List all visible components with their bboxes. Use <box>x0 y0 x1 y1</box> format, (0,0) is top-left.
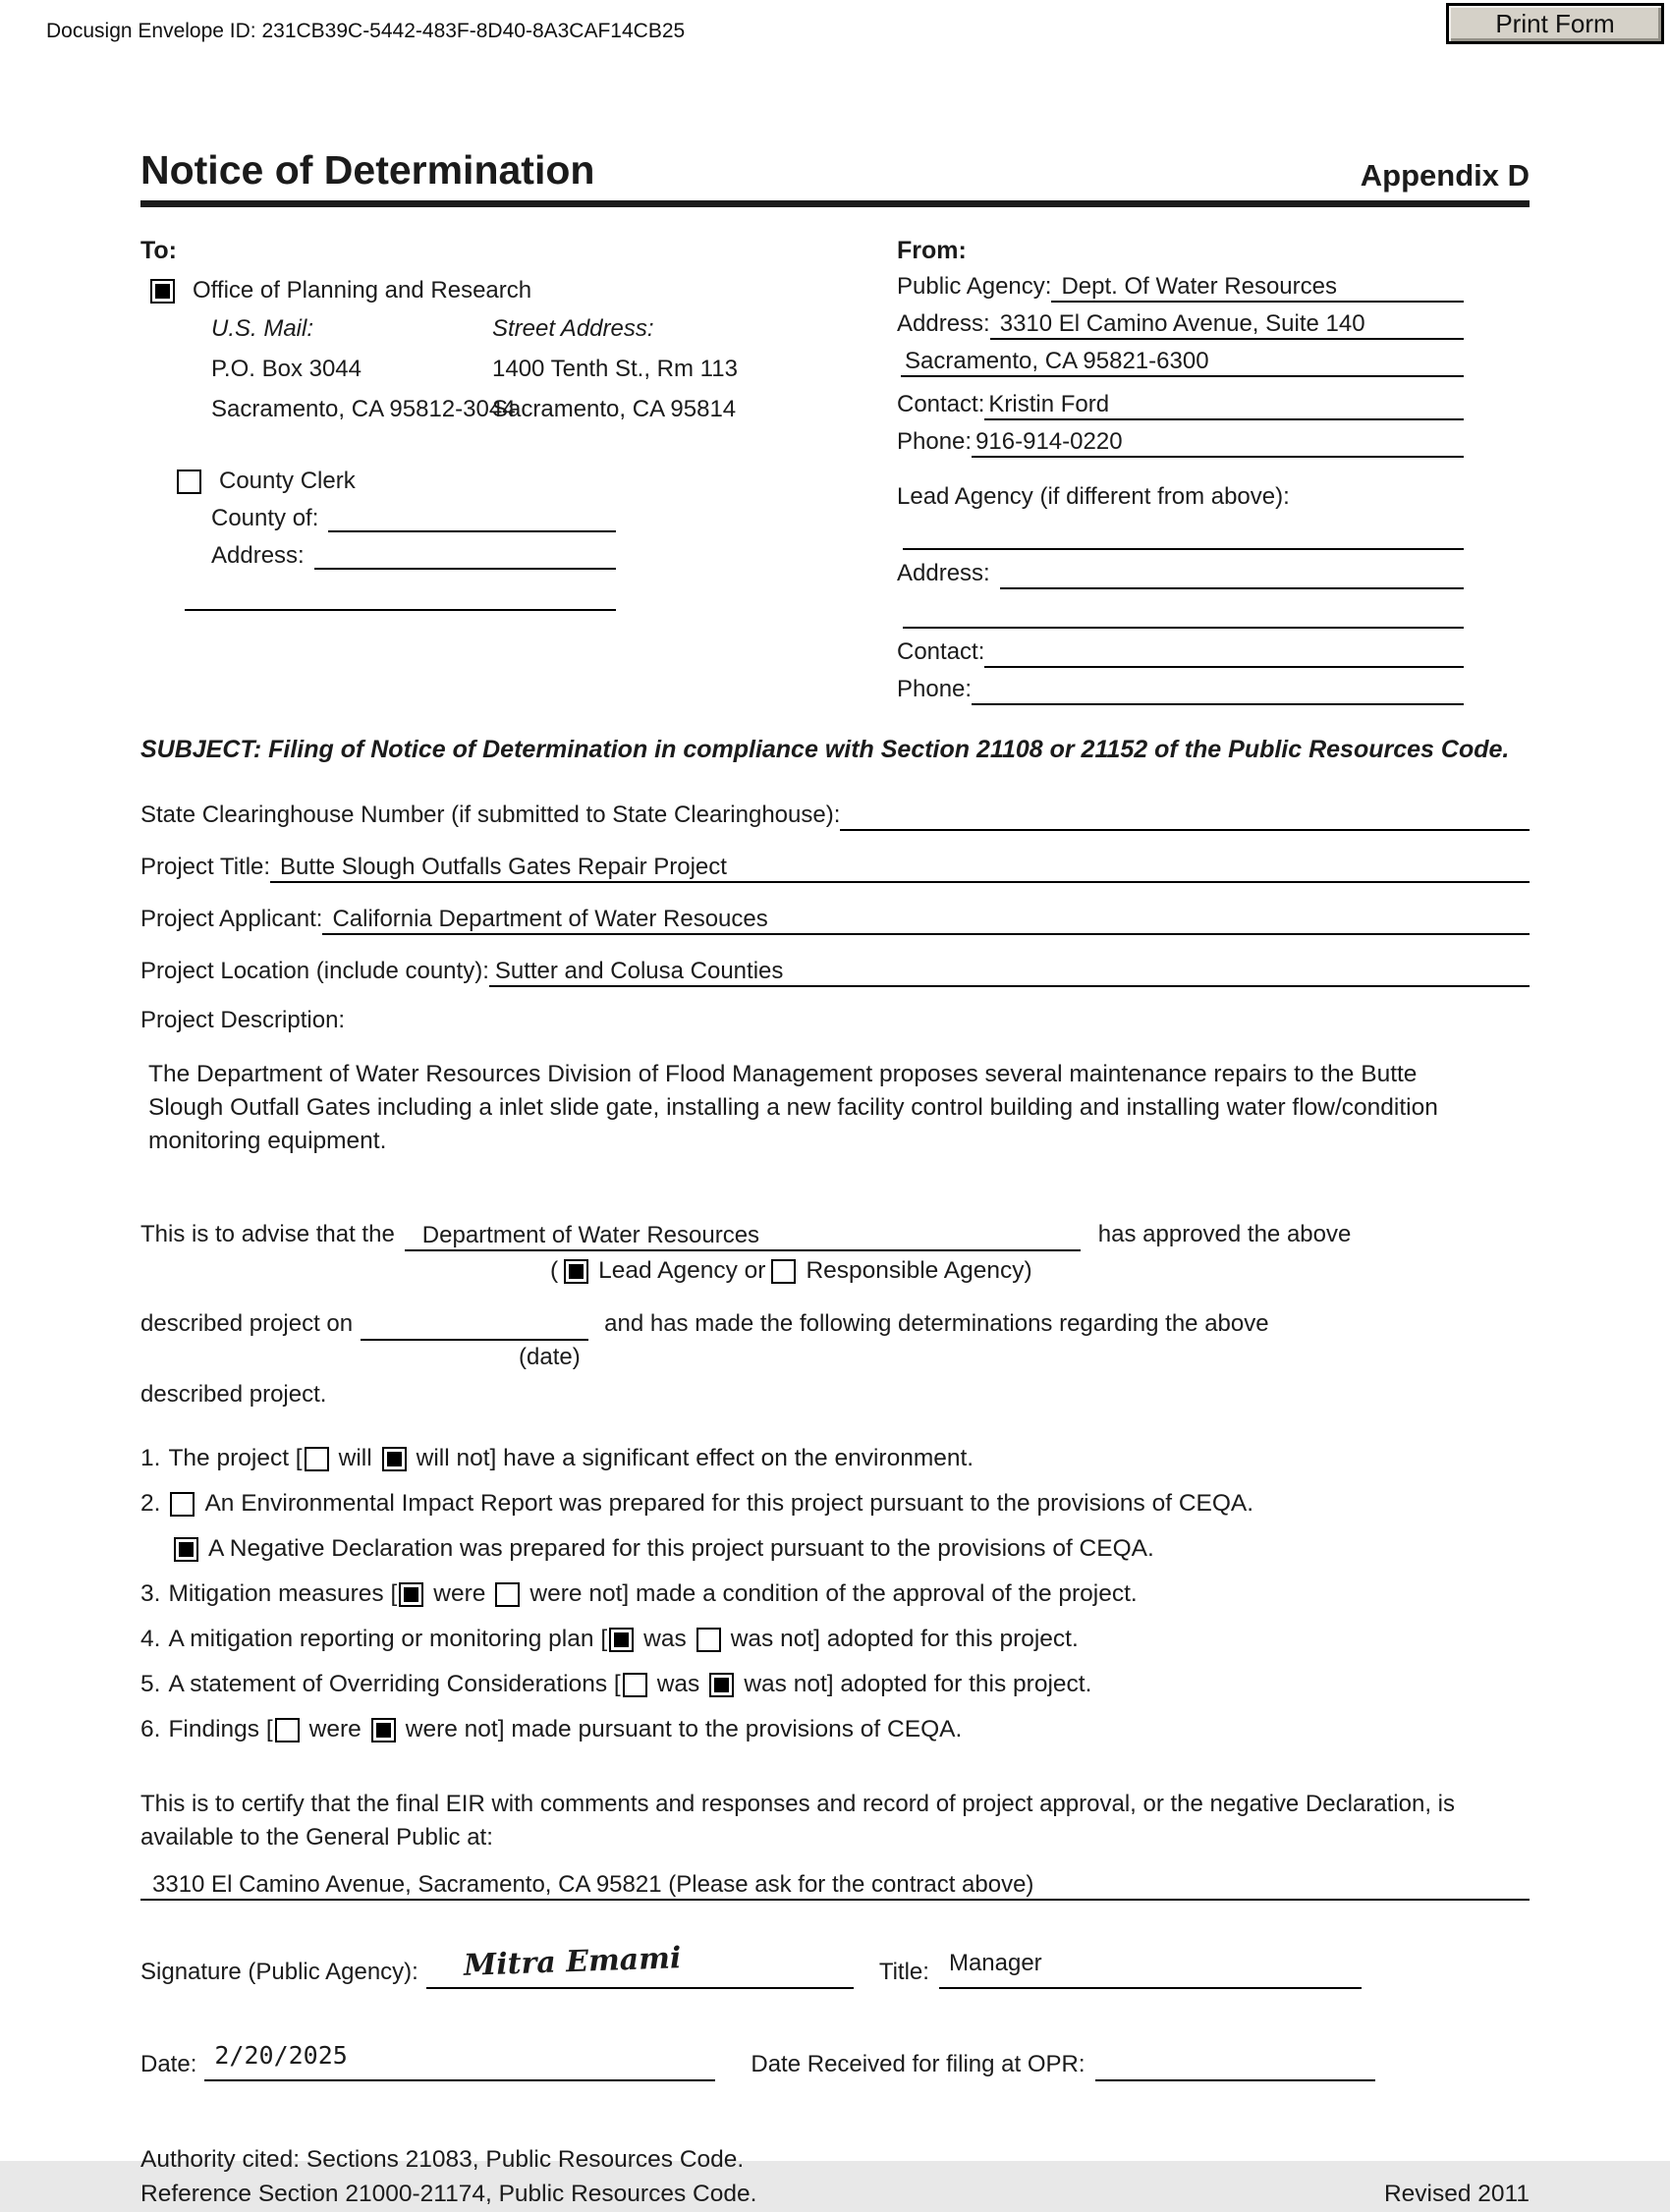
subject-text: SUBJECT: Filing of Notice of Determination in compliance with Section 21108 or 21152 of the Public Resources Code. <box>140 736 1510 763</box>
determination-item-1 <box>140 1440 1530 1477</box>
lead-phone-field[interactable] <box>972 703 1464 705</box>
footer <box>140 2142 1530 2212</box>
agency-type-row <box>550 1257 1530 1285</box>
authority-text: Authority cited: Sections 21083, Public Resources Code. <box>140 2145 745 2173</box>
street-address-header: Street Address: <box>492 315 654 342</box>
determination-item-2a <box>140 1485 1530 1522</box>
item3-pre: Mitigation measures [ <box>168 1580 398 1608</box>
item6-number: 6. <box>140 1716 161 1743</box>
item5-number: 5. <box>140 1671 161 1698</box>
item3-number: 3. <box>140 1580 161 1608</box>
from-phone-field[interactable] <box>972 428 1464 458</box>
title-field[interactable] <box>939 1950 1362 1989</box>
date-value[interactable]: 2/20/2025 <box>214 2040 348 2070</box>
us-mail-line2: Sacramento, CA 95812-3044 <box>211 396 516 422</box>
county-clerk-label: County Clerk <box>219 468 356 494</box>
item1-number: 1. <box>140 1445 161 1472</box>
item6-were-checkbox[interactable] <box>275 1718 300 1742</box>
opr-date-label: Date Received for filing at OPR: <box>751 2050 1086 2077</box>
item4-was-not-checkbox[interactable] <box>696 1628 721 1652</box>
determination-item-4 <box>140 1621 1530 1658</box>
described-project-text: described project. <box>140 1381 327 1409</box>
date-label: Date: <box>140 2050 197 2077</box>
from-phone-label: Phone: <box>897 428 973 455</box>
county-address-field-2[interactable] <box>185 603 616 611</box>
lead-contact-label: Contact: <box>897 638 985 665</box>
item2-negative-declaration-checkbox[interactable] <box>174 1537 198 1562</box>
public-agency-value[interactable]: Dept. Of Water Resources <box>1061 273 1337 300</box>
county-address-label: Address: <box>211 542 305 569</box>
from-address-label: Address: <box>897 310 990 337</box>
item3-were-checkbox[interactable] <box>399 1582 423 1607</box>
lead-agency-option-label: Lead Agency or <box>598 1257 766 1285</box>
item3-rest: were not] made a condition of the approval of the project. <box>529 1580 1138 1608</box>
lead-contact-field[interactable] <box>984 666 1464 668</box>
street-line2: Sacramento, CA 95814 <box>492 396 737 422</box>
lead-agency-label: Lead Agency (if different from above): <box>897 483 1290 510</box>
advise-suffix: has approved the above <box>1097 1221 1352 1248</box>
street-line1: 1400 Tenth St., Rm 113 <box>492 356 738 382</box>
approving-agency-field[interactable] <box>405 1222 1081 1251</box>
item6-opt1: were <box>308 1716 362 1743</box>
item5-pre: A statement of Overriding Considerations [ <box>168 1671 621 1698</box>
title-value[interactable]: Manager <box>948 1949 1042 1976</box>
item2a-text: An Environmental Impact Report was prepared for this project pursuant to the provisions of CEQA. <box>204 1490 1254 1518</box>
title-row <box>140 147 1530 207</box>
print-form-button[interactable]: Print Form <box>1446 3 1664 44</box>
from-phone-value[interactable]: 916-914-0220 <box>975 428 1123 455</box>
item5-was-not-checkbox[interactable] <box>709 1673 734 1697</box>
project-location-value[interactable]: Sutter and Colusa Counties <box>494 957 784 984</box>
page-title: Notice of Determination <box>140 147 595 193</box>
item5-was-checkbox[interactable] <box>623 1673 647 1697</box>
item5-rest: was not] adopted for this project. <box>744 1671 1092 1698</box>
item1-pre: The project [ <box>168 1445 303 1472</box>
item1-will-checkbox[interactable] <box>305 1447 329 1471</box>
lead-address-field[interactable] <box>1000 587 1464 589</box>
lead-address-field-2[interactable] <box>903 619 1464 629</box>
from-contact-value[interactable]: Kristin Ford <box>988 391 1110 417</box>
item2-number: 2. <box>140 1490 161 1518</box>
determination-item-2b <box>174 1530 1530 1568</box>
project-applicant-label: Project Applicant: <box>140 905 323 932</box>
form-content <box>140 147 1530 2212</box>
title-label: Title: <box>878 1958 929 1985</box>
from-address-value-2[interactable]: Sacramento, CA 95821-6300 <box>905 348 1209 374</box>
public-availability-value[interactable]: 3310 El Camino Avenue, Sacramento, CA 95821 (Please ask for the contract above) <box>152 1870 1034 1898</box>
public-agency-label: Public Agency: <box>897 273 1052 300</box>
project-applicant-field[interactable] <box>322 906 1530 935</box>
item4-opt1: was <box>643 1626 687 1653</box>
item6-were-not-checkbox[interactable] <box>371 1718 396 1742</box>
item1-opt1: will <box>338 1445 372 1472</box>
item5-opt1: was <box>656 1671 700 1698</box>
item4-number: 4. <box>140 1626 161 1653</box>
signature-field[interactable] <box>426 1942 854 1989</box>
county-clerk-block <box>177 468 616 611</box>
lead-agency-checkbox[interactable] <box>564 1259 588 1284</box>
project-applicant-value[interactable]: California Department of Water Resouces <box>332 905 768 932</box>
to-section <box>140 237 897 705</box>
from-section <box>897 237 1464 705</box>
revised-label: Revised 2011 <box>1383 2181 1530 2208</box>
item1-will-not-checkbox[interactable] <box>382 1447 407 1471</box>
public-availability-field[interactable] <box>140 1871 1530 1901</box>
item6-rest: were not] made pursuant to the provisions of CEQA. <box>405 1716 963 1743</box>
determination-item-5 <box>140 1666 1530 1703</box>
us-mail-header: U.S. Mail: <box>211 315 314 342</box>
project-location-field[interactable] <box>489 958 1530 987</box>
project-description-text[interactable]: The Department of Water Resources Division of Flood Management proposes several maintenance repairs to the Butte Slough Outfall Gates including a inlet slide gate, installing a new facility control building and installing water flow/condition monitoring equipment. <box>148 1060 1438 1155</box>
from-contact-field[interactable] <box>984 391 1464 420</box>
clearinghouse-label: State Clearinghouse Number (if submitted to State Clearinghouse): <box>140 801 841 828</box>
approving-agency-value[interactable]: Department of Water Resources <box>421 1222 760 1249</box>
determinations-list <box>140 1440 1530 1748</box>
public-agency-field[interactable] <box>1051 273 1464 303</box>
lead-agency-field[interactable] <box>903 540 1464 550</box>
from-address-field-2[interactable] <box>901 348 1464 377</box>
opr-checkbox[interactable] <box>150 279 175 304</box>
lead-phone-label: Phone: <box>897 676 973 702</box>
from-address-field[interactable] <box>990 310 1464 340</box>
lead-address-label: Address: <box>897 560 990 586</box>
item6-pre: Findings [ <box>168 1716 273 1743</box>
opr-label: Office of Planning and Research <box>193 277 532 304</box>
date-hint: (date) <box>519 1344 581 1371</box>
project-title-label: Project Title: <box>140 853 271 880</box>
item4-was-checkbox[interactable] <box>609 1628 634 1652</box>
project-description-label: Project Description: <box>140 1006 346 1033</box>
determination-item-3 <box>140 1576 1530 1613</box>
item3-were-not-checkbox[interactable] <box>495 1582 520 1607</box>
described-on-prefix: described project on <box>140 1310 354 1338</box>
approval-date-field[interactable] <box>361 1339 588 1341</box>
opr-address-grid <box>211 314 897 424</box>
responsible-agency-option-label: Responsible Agency) <box>806 1257 1032 1285</box>
determination-item-6 <box>140 1711 1530 1748</box>
agency-type-open-paren: ( <box>550 1257 559 1285</box>
item3-opt1: were <box>433 1580 486 1608</box>
county-clerk-checkbox[interactable] <box>177 470 201 494</box>
opr-date-field[interactable] <box>1095 2079 1375 2081</box>
item2-eir-checkbox[interactable] <box>170 1492 195 1517</box>
advise-prefix: This is to advise that the <box>140 1221 395 1248</box>
item4-pre: A mitigation reporting or monitoring plan [ <box>168 1626 608 1653</box>
us-mail-line1: P.O. Box 3044 <box>211 356 362 382</box>
item4-rest: was not] adopted for this project. <box>730 1626 1079 1653</box>
county-address-field[interactable] <box>314 568 616 570</box>
item1-rest: will not] have a significant effect on the environment. <box>416 1445 974 1472</box>
from-heading: From: <box>897 237 967 264</box>
county-of-label: County of: <box>211 505 319 531</box>
from-address-value-1[interactable]: 3310 El Camino Avenue, Suite 140 <box>999 310 1365 337</box>
signature-value[interactable]: Mitra Emami <box>463 1940 682 1983</box>
item2b-text: A Negative Declaration was prepared for this project pursuant to the provisions of CEQA. <box>208 1535 1154 1563</box>
from-contact-label: Contact: <box>897 391 985 417</box>
clearinghouse-field[interactable] <box>840 829 1530 831</box>
signature-label: Signature (Public Agency): <box>140 1958 418 1985</box>
to-heading: To: <box>140 237 178 264</box>
project-title-value[interactable]: Butte Slough Outfalls Gates Repair Project <box>280 853 727 880</box>
responsible-agency-checkbox[interactable] <box>771 1259 796 1284</box>
docusign-envelope-id: Docusign Envelope ID: 231CB39C-5442-483F-8D40-8A3CAF14CB25 <box>46 20 686 42</box>
described-on-suffix: and has made the following determinations regarding the above <box>604 1310 1269 1338</box>
reference-text: Reference Section 21000-21174, Public Resources Code. <box>140 2181 757 2208</box>
certify-text: This is to certify that the final EIR with comments and responses and record of project approval, or the negative Declaration, is available to the General Public at: <box>140 1791 1455 1852</box>
county-of-field[interactable] <box>328 530 616 532</box>
appendix-label: Appendix D <box>1360 158 1530 193</box>
project-title-field[interactable] <box>270 854 1530 883</box>
project-location-label: Project Location (include county): <box>140 957 489 984</box>
date-field[interactable] <box>204 2032 715 2081</box>
